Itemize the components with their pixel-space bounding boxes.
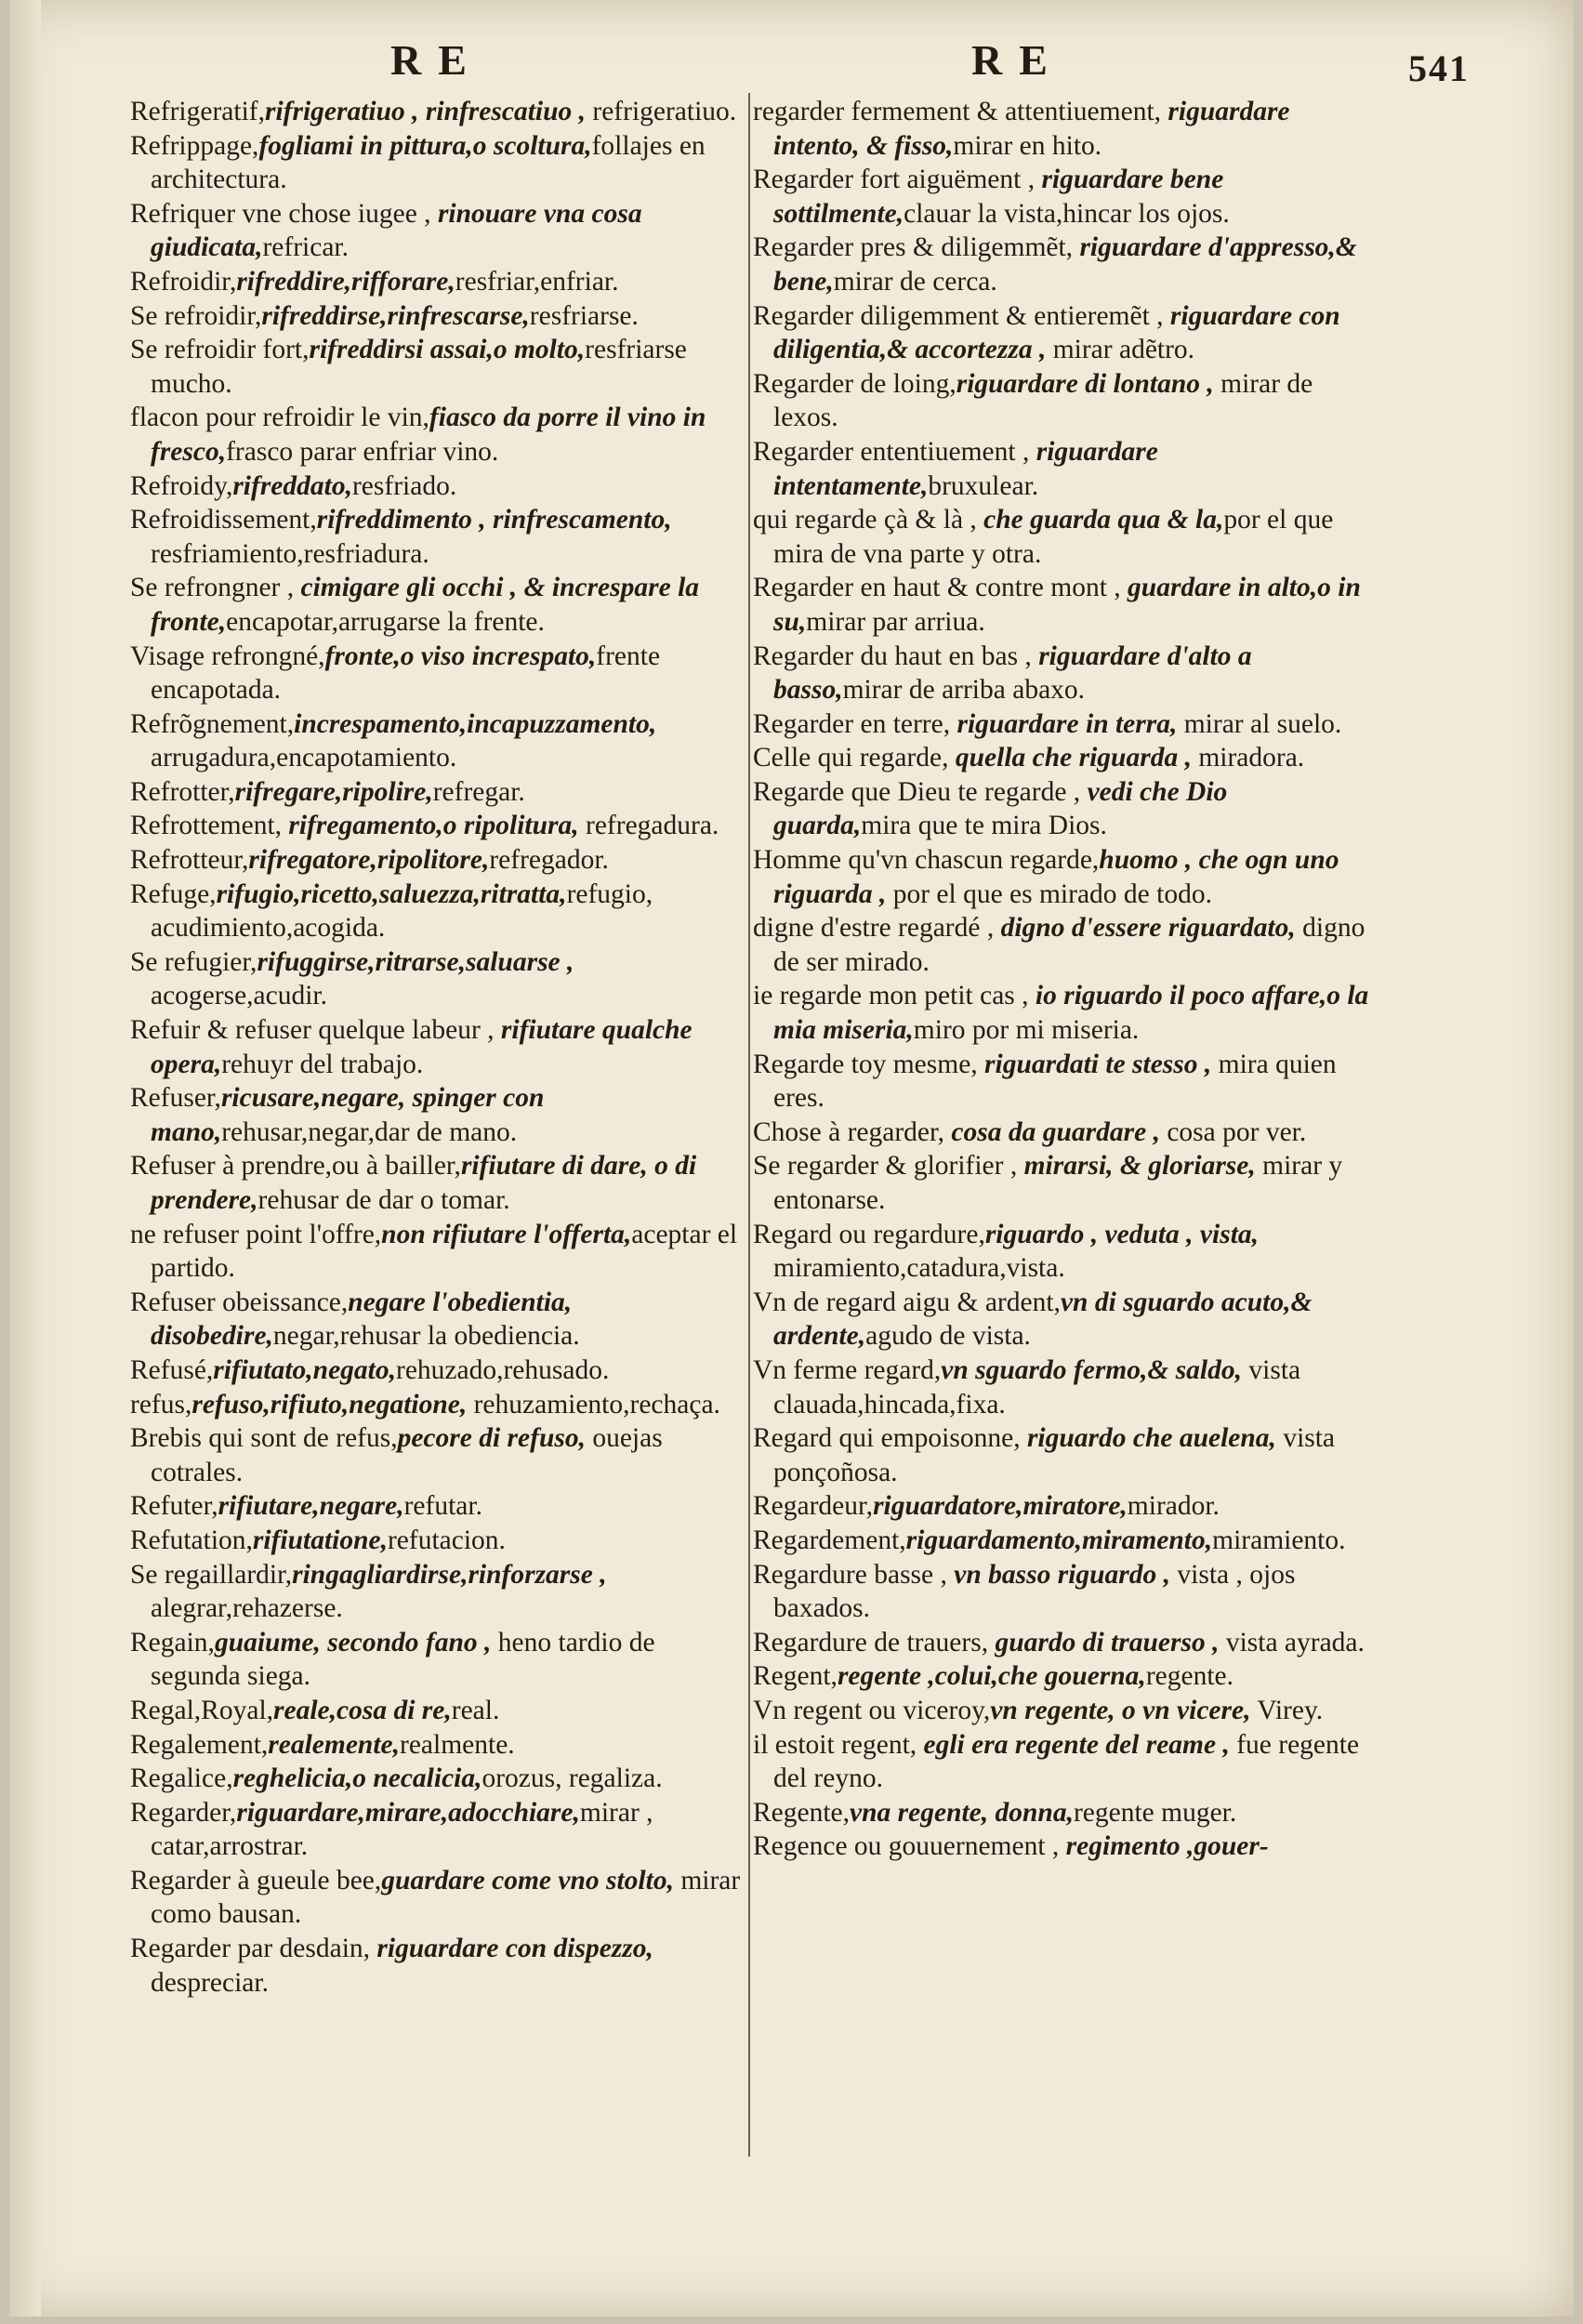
- italian-text: rifregare,ripolire,: [234, 776, 433, 807]
- italian-text: riguardare intento, & fisso,: [773, 97, 1290, 161]
- italian-text: rifregatore,ripolitore,: [248, 845, 490, 876]
- italian-text: regente ,colui,che gouerna,: [837, 1661, 1146, 1692]
- spanish-text: por el que es mirado de todo.: [886, 878, 1212, 909]
- dictionary-entry: [130, 1218, 748, 1286]
- italian-text: ringagliardirse,rinforzarse ,: [292, 1559, 607, 1590]
- dictionary-entry: [753, 1116, 1371, 1150]
- italian-text: riguardare con diligentia,& accortezza ,: [773, 300, 1340, 365]
- french-text: Refriquer vne chose iugee ,: [130, 198, 438, 229]
- french-text: Regarder en terre,: [753, 708, 957, 739]
- french-text: Se refroidir,: [130, 300, 262, 331]
- italian-text: guaiume, secondo fano ,: [214, 1627, 492, 1657]
- italian-text: vedi che Dio guarda,: [773, 776, 1228, 841]
- italian-text: rifiutare,negare,: [218, 1491, 404, 1522]
- italian-text: refuso,rifiuto,negatione,: [191, 1389, 468, 1419]
- italian-text: rifreddirsi assai,o molto,: [309, 335, 586, 365]
- italian-text: riguardare di lontano ,: [956, 368, 1214, 399]
- running-head-right: RE: [971, 36, 1064, 84]
- dictionary-entry: [130, 1353, 748, 1388]
- spanish-text: digno de ser mirado.: [773, 913, 1365, 977]
- french-text: Regardure de trauers,: [753, 1627, 996, 1657]
- italian-text: rifiutatione,: [252, 1525, 388, 1555]
- spanish-text: miramiento.: [1212, 1525, 1346, 1555]
- french-text: Refrotteur,: [130, 845, 249, 876]
- french-text: Regal,Royal,: [130, 1695, 274, 1725]
- french-text: Se regarder & glorifier ,: [753, 1151, 1024, 1182]
- spanish-text: follajes en architectura.: [151, 130, 706, 195]
- italian-text: quella che riguarda ,: [955, 743, 1192, 773]
- dictionary-entry: [753, 979, 1371, 1047]
- italian-text: egli era regente del reame ,: [923, 1729, 1230, 1760]
- spanish-text: acogerse,acudir.: [151, 981, 328, 1011]
- spanish-text: mirar adẽtro.: [1046, 335, 1195, 365]
- french-text: Se regaillardir,: [130, 1559, 293, 1590]
- french-text: Regalice,: [130, 1763, 233, 1794]
- dictionary-entry: [753, 707, 1371, 742]
- spanish-text: refregador.: [489, 845, 609, 876]
- dictionary-entry: [753, 1796, 1371, 1830]
- french-text: Regard qui empoisonne,: [753, 1423, 1027, 1454]
- french-text: Se refroidir fort,: [130, 335, 310, 365]
- french-text: Regard ou regardure,: [753, 1219, 985, 1249]
- spanish-text: frasco parar enfriar vino.: [226, 436, 499, 467]
- french-text: refus,: [130, 1389, 192, 1419]
- dictionary-entry: [130, 95, 748, 129]
- italian-text: guardo di trauerso ,: [995, 1627, 1220, 1657]
- spanish-text: heno tardio de segunda siega.: [151, 1627, 655, 1692]
- spanish-text: mirador.: [1127, 1491, 1220, 1522]
- italian-text: riguardare,mirare,adocchiare,: [236, 1797, 580, 1828]
- spanish-text: resfriarse mucho.: [151, 335, 687, 399]
- dictionary-entry: [130, 1762, 748, 1796]
- spanish-text: refricar.: [262, 232, 349, 263]
- spanish-text: resfriarse.: [529, 300, 639, 331]
- italian-text: negare l'obedientia, disobedire,: [151, 1287, 573, 1352]
- italian-text: riguardare d'alto a basso,: [773, 640, 1252, 706]
- dictionary-entry: [130, 843, 748, 878]
- spanish-text: resfriamiento,resfriadura.: [151, 538, 429, 569]
- french-text: Regarder pres & diligemmẽt,: [753, 232, 1080, 263]
- spanish-text: encapotar,arrugarse la frente.: [226, 606, 545, 637]
- left-column: [130, 95, 748, 2000]
- dictionary-entry: [130, 775, 748, 810]
- dictionary-entry: [753, 1421, 1371, 1489]
- dictionary-entry: [753, 1286, 1371, 1353]
- italian-text: riguardamento,miramento,: [905, 1525, 1213, 1555]
- french-text: Regarder à gueule bee,: [130, 1865, 382, 1895]
- spanish-text: rehusar de dar o tomar.: [257, 1185, 510, 1215]
- spanish-text: miramiento,catadura,vista.: [773, 1253, 1065, 1284]
- spanish-text: cosa por ver.: [1159, 1116, 1307, 1147]
- italian-text: digno d'essere riguardato,: [1000, 913, 1296, 944]
- french-text: Regalement,: [130, 1729, 269, 1760]
- dictionary-entry: [753, 299, 1371, 367]
- spanish-text: orozus, regaliza.: [481, 1763, 663, 1794]
- italian-text: realemente,: [268, 1729, 400, 1760]
- italian-text: cimigare gli occhi , & increspare la fronte,: [151, 573, 700, 637]
- spanish-text: rehuyr del trabajo.: [221, 1049, 424, 1079]
- dictionary-entry: [130, 1388, 748, 1422]
- dictionary-entry: [753, 911, 1371, 979]
- french-text: Regardure basse ,: [753, 1559, 955, 1590]
- dictionary-entry: [753, 503, 1371, 571]
- french-text: Brebis qui sont de refus,: [130, 1423, 398, 1454]
- running-head-left: RE: [390, 36, 483, 84]
- spanish-text: rehuzado,rehusado.: [396, 1354, 610, 1385]
- italian-text: rinouare vna cosa giudicata,: [151, 198, 642, 263]
- spanish-text: refutar.: [403, 1491, 482, 1522]
- dictionary-entry: [753, 1694, 1371, 1728]
- dictionary-entry: [130, 503, 748, 571]
- french-text: Regarder par desdain,: [130, 1934, 377, 1964]
- french-text: Se refrongner ,: [130, 573, 301, 603]
- spanish-text: despreciar.: [151, 1967, 269, 1998]
- french-text: Refuge,: [130, 878, 217, 909]
- dictionary-entry: [130, 1796, 748, 1864]
- italian-text: vn di sguardo acuto,& ardente,: [773, 1287, 1313, 1352]
- french-text: Refuir & refuser quelque labeur ,: [130, 1015, 501, 1046]
- dictionary-entry: [130, 1864, 748, 1932]
- italian-text: riguardare in terra,: [956, 708, 1178, 739]
- dictionary-entry: [130, 1524, 748, 1558]
- french-text: Refuser à prendre,ou à bailler,: [130, 1151, 461, 1182]
- dictionary-entry: [753, 435, 1371, 503]
- dictionary-entry: [753, 571, 1371, 639]
- french-text: Regent,: [753, 1661, 838, 1692]
- french-text: ie regarde mon petit cas ,: [753, 981, 1036, 1011]
- french-text: Refrotter,: [130, 776, 235, 807]
- italian-text: riguardo che auelena,: [1026, 1423, 1276, 1454]
- french-text: Refroidissement,: [130, 505, 317, 535]
- italian-text: riguardo , veduta , vista,: [984, 1219, 1260, 1249]
- right-column: [753, 95, 1371, 1864]
- dictionary-entry: [753, 1659, 1371, 1694]
- dictionary-entry: [753, 640, 1371, 707]
- italian-text: mirarsi, & gloriarse,: [1023, 1151, 1256, 1182]
- dictionary-entry: [753, 367, 1371, 435]
- dictionary-entry: [130, 333, 748, 401]
- italian-text: vna regente, donna,: [850, 1797, 1074, 1828]
- spanish-text: mira quien eres.: [773, 1049, 1337, 1114]
- dictionary-entry: [753, 231, 1371, 298]
- dictionary-entry: [130, 571, 748, 639]
- dictionary-entry: [130, 1558, 748, 1626]
- dictionary-entry: [753, 1353, 1371, 1421]
- page-binding-edge: [9, 0, 41, 2317]
- spanish-text: refregar.: [432, 776, 525, 807]
- dictionary-entry: [130, 197, 748, 265]
- french-text: Chose à regarder,: [753, 1116, 952, 1147]
- french-text: Vn ferme regard,: [753, 1354, 942, 1385]
- french-text: Regarder diligemment & entieremẽt ,: [753, 300, 1170, 331]
- italian-text: riguardati te stesso ,: [984, 1049, 1212, 1079]
- french-text: Regente,: [753, 1797, 851, 1828]
- french-text: Homme qu'vn chascun regarde,: [753, 845, 1100, 876]
- spanish-text: refregadura.: [578, 811, 719, 841]
- italian-text: regimento ,gouer-: [1065, 1831, 1269, 1862]
- spanish-text: frente encapotada.: [151, 640, 661, 706]
- french-text: Regarder ententiuement ,: [753, 436, 1036, 467]
- italian-text: vn regente, o vn vicere,: [990, 1695, 1251, 1725]
- italian-text: rifiutare di dare, o di prendere,: [151, 1151, 697, 1215]
- spanish-text: por el que mira de vna parte y otra.: [773, 505, 1334, 569]
- french-text: Vn de regard aigu & ardent,: [753, 1287, 1061, 1317]
- french-text: Refuter,: [130, 1491, 218, 1522]
- spanish-text: arrugadura,encapotamiento.: [151, 743, 457, 773]
- italian-text: rifreddirse,rinfrescarse,: [261, 300, 530, 331]
- dictionary-entry: [753, 1558, 1371, 1626]
- french-text: qui regarde çà & là ,: [753, 505, 984, 535]
- french-text: Regarder,: [130, 1797, 237, 1828]
- spanish-text: mirar en hito.: [953, 130, 1102, 161]
- dictionary-entry: [130, 1626, 748, 1694]
- page-number: 541: [1408, 47, 1470, 89]
- spanish-text: ouejas cotrales.: [151, 1423, 663, 1487]
- dictionary-entry: [130, 1149, 748, 1217]
- spanish-text: mirar y entonarse.: [773, 1151, 1343, 1215]
- italian-text: riguardare bene sottilmente,: [773, 165, 1224, 229]
- french-text: Vn regent ou viceroy,: [753, 1695, 991, 1725]
- dictionary-entry: [753, 1829, 1371, 1864]
- spanish-text: miradora.: [1191, 743, 1305, 773]
- spanish-text: aceptar el partido.: [151, 1219, 738, 1284]
- french-text: Regence ou gouuernement ,: [753, 1831, 1066, 1862]
- spanish-text: regente muger.: [1073, 1797, 1237, 1828]
- spanish-text: regente.: [1145, 1661, 1233, 1692]
- dictionary-entry: [130, 401, 748, 469]
- french-text: Refrottement,: [130, 811, 289, 841]
- french-text: Visage refrongné,: [130, 640, 325, 671]
- dictionary-entry: [753, 1048, 1371, 1116]
- italian-text: rifugio,ricetto,saluezza,ritratta,: [216, 878, 567, 909]
- dictionary-entry: [753, 1149, 1371, 1217]
- dictionary-entry: [130, 129, 748, 197]
- french-text: Refrippage,: [130, 130, 259, 161]
- spanish-text: resfriar,enfriar.: [455, 266, 619, 297]
- spanish-text: clauar la vista,hincar los ojos.: [904, 198, 1230, 229]
- dictionary-entry: [130, 469, 748, 504]
- spanish-text: rehuzamiento,rechaça.: [467, 1389, 720, 1419]
- italian-text: fiasco da porre il vino in fresco,: [151, 403, 706, 467]
- italian-text: che guarda qua & la,: [983, 505, 1224, 535]
- french-text: Refrigeratif,: [130, 97, 265, 126]
- french-text: Refuser,: [130, 1083, 221, 1114]
- spanish-text: real.: [451, 1695, 500, 1725]
- french-text: Refroidir,: [130, 266, 237, 297]
- italian-text: reale,cosa di re,: [273, 1695, 452, 1725]
- italian-text: vn basso riguardo ,: [954, 1559, 1171, 1590]
- french-text: flacon pour refroidir le vin,: [130, 403, 429, 433]
- spanish-text: alegrar,rehazerse.: [151, 1593, 343, 1624]
- spanish-text: negar,rehusar la obediencia.: [272, 1321, 580, 1352]
- french-text: Regarder en haut & contre mont ,: [753, 573, 1128, 603]
- dictionary-entry: [753, 1489, 1371, 1524]
- italian-text: rifreddimento , rinfrescamento,: [316, 505, 672, 535]
- spanish-text: mirar de cerca.: [833, 266, 997, 297]
- spanish-text: realmente.: [400, 1729, 515, 1760]
- dictionary-entry: [130, 265, 748, 299]
- dictionary-entry: [753, 1626, 1371, 1660]
- spanish-text: mirar de lexos.: [773, 368, 1313, 433]
- italian-text: rifiutare qualche opera,: [151, 1015, 693, 1079]
- french-text: Regarder du haut en bas ,: [753, 640, 1039, 671]
- dictionary-entry: [130, 640, 748, 707]
- italian-text: riguardare con dispezzo,: [376, 1934, 653, 1964]
- dictionary-entry: [753, 741, 1371, 775]
- spanish-text: refutacion.: [387, 1525, 506, 1555]
- italian-text: ricusare,negare, spinger con mano,: [151, 1083, 545, 1147]
- spanish-text: refrigeratiuo.: [586, 97, 737, 126]
- dictionary-page: [9, 0, 1574, 2317]
- spanish-text: resfriado.: [351, 470, 457, 501]
- dictionary-entry: [130, 299, 748, 334]
- column-divider: [748, 93, 750, 2157]
- french-text: Refrõgnement,: [130, 708, 295, 739]
- italian-text: guardare come vno stolto,: [381, 1865, 674, 1895]
- french-text: Refusé,: [130, 1354, 214, 1385]
- spanish-text: vista clauada,hincada,fixa.: [773, 1354, 1301, 1419]
- italian-text: huomo , che ogn uno riguarda ,: [773, 845, 1339, 909]
- dictionary-entry: [753, 1524, 1371, 1558]
- french-text: Regain,: [130, 1627, 215, 1657]
- dictionary-entry: [130, 1728, 748, 1763]
- dictionary-entry: [130, 1489, 748, 1524]
- italian-text: riguardare d'appresso,& bene,: [773, 232, 1357, 297]
- dictionary-entry: [130, 707, 748, 775]
- dictionary-entry: [753, 775, 1371, 843]
- italian-text: cosa da guardare ,: [951, 1116, 1160, 1147]
- dictionary-entry: [130, 1013, 748, 1081]
- italian-text: rifreddato,: [232, 470, 352, 501]
- spanish-text: mirar como bausan.: [151, 1865, 741, 1930]
- italian-text: guardare in alto,o in su,: [773, 573, 1361, 637]
- dictionary-entry: [753, 1218, 1371, 1286]
- spanish-text: bruxulear.: [928, 470, 1039, 501]
- spanish-text: fue regente del reyno.: [773, 1729, 1360, 1794]
- french-text: Refuser obeissance,: [130, 1287, 349, 1317]
- dictionary-entry: [130, 1694, 748, 1728]
- spanish-text: refugio, acudimiento,acogida.: [151, 878, 653, 944]
- spanish-text: vista ayrada.: [1219, 1627, 1365, 1657]
- italian-text: non rifiutare l'offerta,: [381, 1219, 632, 1249]
- french-text: Celle qui regarde,: [753, 743, 956, 773]
- spanish-text: agudo de vista.: [865, 1321, 1031, 1352]
- french-text: Regardement,: [753, 1525, 906, 1555]
- spanish-text: Virey.: [1250, 1695, 1324, 1725]
- dictionary-entry: [753, 843, 1371, 911]
- dictionary-entry: [130, 1932, 748, 2000]
- french-text: Se refugier,: [130, 946, 257, 977]
- french-text: Refutation,: [130, 1525, 253, 1555]
- italian-text: rifregamento,o ripolitura,: [288, 811, 579, 841]
- spanish-text: mirar par arriua.: [806, 606, 985, 637]
- french-text: Regardeur,: [753, 1491, 874, 1522]
- spanish-text: vista , ojos baxados.: [773, 1559, 1296, 1624]
- french-text: Refroidy,: [130, 470, 233, 501]
- spanish-text: miro por mi miseria.: [913, 1015, 1140, 1046]
- dictionary-entry: [130, 1421, 748, 1489]
- italian-text: reghelicia,o necalicia,: [232, 1763, 482, 1794]
- spanish-text: mirar , catar,arrostrar.: [151, 1797, 653, 1862]
- french-text: Regarde toy mesme,: [753, 1049, 985, 1079]
- dictionary-entry: [130, 1286, 748, 1353]
- italian-text: rifuggirse,ritrarse,saluarse ,: [257, 946, 574, 977]
- french-text: Regarder de loing,: [753, 368, 956, 399]
- italian-text: fronte,o viso increspato,: [324, 640, 597, 671]
- dictionary-entry: [753, 1728, 1371, 1796]
- french-text: ne refuser point l'offre,: [130, 1219, 382, 1249]
- dictionary-entry: [130, 878, 748, 945]
- french-text: digne d'estre regardé ,: [753, 913, 1001, 944]
- dictionary-entry: [130, 809, 748, 843]
- italian-text: io riguardo il poco affare,o la mia miseria,: [773, 981, 1369, 1046]
- spanish-text: mirar al suelo.: [1177, 708, 1342, 739]
- french-text: regarder fermement & attentiuement,: [753, 97, 1168, 126]
- french-text: Regarde que Dieu te regarde ,: [753, 776, 1088, 807]
- spanish-text: rehusar,negar,dar de mano.: [221, 1116, 518, 1147]
- italian-text: rifreddire,rifforare,: [236, 266, 455, 297]
- french-text: il estoit regent,: [753, 1729, 924, 1760]
- french-text: Regarder fort aiguëment ,: [753, 165, 1042, 195]
- dictionary-entry: [753, 95, 1371, 163]
- dictionary-entry: [130, 945, 748, 1013]
- spanish-text: mira que te mira Dios.: [861, 811, 1107, 841]
- italian-text: riguardare intentamente,: [773, 436, 1158, 501]
- spanish-text: vista ponçoñosa.: [773, 1423, 1336, 1487]
- spanish-text: mirar de arriba abaxo.: [842, 675, 1086, 706]
- italian-text: vn sguardo fermo,& saldo,: [941, 1354, 1243, 1385]
- italian-text: increspamento,incapuzzamento,: [294, 708, 657, 739]
- italian-text: fogliami in pittura,o scoltura,: [258, 130, 592, 161]
- dictionary-entry: [130, 1081, 748, 1149]
- italian-text: pecore di refuso,: [397, 1423, 586, 1454]
- italian-text: rifiutato,negato,: [213, 1354, 396, 1385]
- italian-text: rifrigeratiuo , rinfrescatiuo ,: [264, 97, 586, 126]
- italian-text: riguardatore,miratore,: [873, 1491, 1128, 1522]
- dictionary-entry: [753, 163, 1371, 231]
